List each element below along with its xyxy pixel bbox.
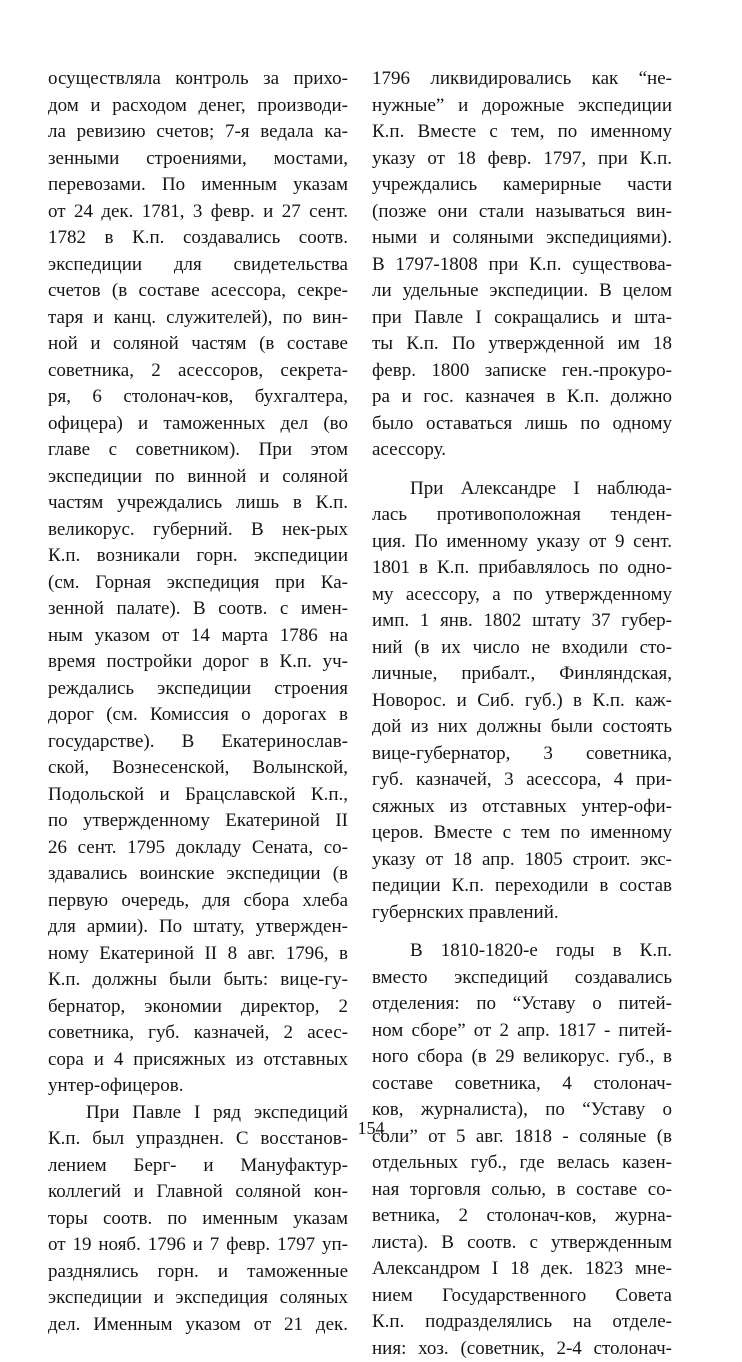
text-line: дой из них должны были состоять: [372, 714, 672, 741]
text-line: лением Берг- и Мануфактур-: [48, 1153, 348, 1180]
text-line: экспедиции и экспедиция соляных: [48, 1285, 348, 1312]
text-line: 1801 в К.п. прибавлялось по одно-: [372, 555, 672, 582]
text-line: государстве). В Екатеринослав-: [48, 729, 348, 756]
text-line: педиции К.п. переходили в состав: [372, 873, 672, 900]
text-line: великорус. губерний. В нек-рых: [48, 517, 348, 544]
text-line: таря и канц. служителей), по вин-: [48, 305, 348, 332]
text-line: вице-губернатор, 3 советника,: [372, 741, 672, 768]
text-line: перевозами. По именным указам: [48, 172, 348, 199]
text-line: здавались воинские экспедиции (в: [48, 861, 348, 888]
text-line: ря, 6 столонач-ков, бухгалтера,: [48, 384, 348, 411]
text-line: ном сборе” от 2 апр. 1817 - питей-: [372, 1018, 672, 1045]
text-line: от 24 дек. 1781, 3 февр. и 27 сент.: [48, 199, 348, 226]
text-line: отделения: по “Уставу о питей-: [372, 991, 672, 1018]
text-line: ния: хоз. (советник, 2-4 столонач-: [372, 1336, 672, 1362]
text-line: советника, 2 асессоров, секрета-: [48, 358, 348, 385]
text-line: коллегий и Главной соляной кон-: [48, 1179, 348, 1206]
text-line: му асессору, а по утвержденному: [372, 582, 672, 609]
text-line: реждались экспедиции строения: [48, 676, 348, 703]
text-line: ты К.п. По утвержденной им 18: [372, 331, 672, 358]
text-line: для армии). По штату, утвержден-: [48, 914, 348, 941]
text-line: Подольской и Брацславской К.п.,: [48, 782, 348, 809]
page-number: 154: [0, 1118, 742, 1139]
text-line: ков, журналиста), по “Уставу о: [372, 1097, 672, 1124]
text-line: главе с советником). При этом: [48, 437, 348, 464]
paragraph-gap: [372, 464, 672, 476]
text-line: В 1797-1808 при К.п. существова-: [372, 252, 672, 279]
text-line: асессору.: [372, 437, 672, 464]
text-line: экспедиции по винной и соляной: [48, 464, 348, 491]
text-line: дел. Именным указом от 21 дек.: [48, 1312, 348, 1339]
text-line: (см. Горная экспедиция при Ка-: [48, 570, 348, 597]
text-line: ний (в их число не входили сто-: [372, 635, 672, 662]
text-column-left: [48, 66, 348, 1338]
text-line: ветника, 2 столонач-ков, журна-: [372, 1203, 672, 1230]
text-line: (позже они стали называться вин-: [372, 199, 672, 226]
text-line: листа). В соотв. с утвержденным: [372, 1230, 672, 1257]
text-line: В 1810-1820-е годы в К.п.: [372, 938, 672, 965]
text-line: сора и 4 присяжных из отставных: [48, 1047, 348, 1074]
text-line: торы соотв. по именным указам: [48, 1206, 348, 1233]
text-line: губернских правлений.: [372, 900, 672, 927]
text-line: составе советника, 4 столонач-: [372, 1071, 672, 1098]
text-line: К.п. Вместе с тем, по именному: [372, 119, 672, 146]
text-line: 1796 ликвидировались как “не-: [372, 66, 672, 93]
text-line: 26 сент. 1795 докладу Сената, со-: [48, 835, 348, 862]
text-line: советника, губ. казначей, 2 асес-: [48, 1020, 348, 1047]
text-line: ного сбора (в 29 великорус. губ., в: [372, 1044, 672, 1071]
text-line: первую очередь, для сбора хлеба: [48, 888, 348, 915]
text-line: лась противоположная тенден-: [372, 502, 672, 529]
text-line: частям учреждались лишь в К.п.: [48, 490, 348, 517]
text-line: было оставаться лишь по одному: [372, 411, 672, 438]
text-line: Новорос. и Сиб. губ.) в К.п. каж-: [372, 688, 672, 715]
text-line: При Александре I наблюда-: [372, 476, 672, 503]
text-line: ция. По именному указу от 9 сент.: [372, 529, 672, 556]
text-line: бернатор, экономии директор, 2: [48, 994, 348, 1021]
text-line: 1782 в К.п. создавались соотв.: [48, 225, 348, 252]
paragraph-gap: [372, 926, 672, 938]
text-line: осуществляла контроль за прихо-: [48, 66, 348, 93]
text-line: К.п. был упразднен. С восстанов-: [48, 1126, 348, 1153]
text-line: ли удельные экспедиции. В целом: [372, 278, 672, 305]
text-line: К.п. подразделялись на отделе-: [372, 1309, 672, 1336]
text-line: ному Екатериной II 8 авг. 1796, в: [48, 941, 348, 968]
text-line: отдельных губ., где велась казен-: [372, 1150, 672, 1177]
text-line: разднялись горн. и таможенные: [48, 1259, 348, 1286]
text-line: ная торговля солью, в составе со-: [372, 1177, 672, 1204]
text-line: дорог (см. Комиссия о дорогах в: [48, 702, 348, 729]
text-line: учреждались камерирные части: [372, 172, 672, 199]
text-line: по утвержденному Екатериной II: [48, 808, 348, 835]
text-line: офицера) и таможенных дел (во: [48, 411, 348, 438]
text-line: указу от 18 апр. 1805 строит. экс-: [372, 847, 672, 874]
text-line: церов. Вместе с тем по именному: [372, 820, 672, 847]
text-line: ла ревизию счетов; 7-я ведала ка-: [48, 119, 348, 146]
text-line: указу от 18 февр. 1797, при К.п.: [372, 146, 672, 173]
text-line: зенной палате). В соотв. с имен-: [48, 596, 348, 623]
text-line: губ. казначей, 3 асессора, 4 при-: [372, 767, 672, 794]
text-line: ра и гос. казначея в К.п. должно: [372, 384, 672, 411]
text-line: соли” от 5 авг. 1818 - соляные (в: [372, 1124, 672, 1151]
text-line: вместо экспедиций создавались: [372, 965, 672, 992]
text-line: февр. 1800 записке ген.-прокуро-: [372, 358, 672, 385]
text-line: при Павле I сокращались и шта-: [372, 305, 672, 332]
text-line: личные, прибалт., Финляндская,: [372, 661, 672, 688]
text-line: имп. 1 янв. 1802 штату 37 губер-: [372, 608, 672, 635]
text-line: К.п. возникали горн. экспедиции: [48, 543, 348, 570]
text-line: дом и расходом денег, производи-: [48, 93, 348, 120]
text-line: нием Государственного Совета: [372, 1283, 672, 1310]
text-line: При Павле I ряд экспедиций: [48, 1100, 348, 1127]
text-line: ными и соляными экспедициями).: [372, 225, 672, 252]
text-column-right: [372, 66, 672, 1362]
text-line: К.п. должны были быть: вице-гу-: [48, 967, 348, 994]
text-line: сяжных из отставных унтер-офи-: [372, 794, 672, 821]
text-line: время постройки дорог в К.п. уч-: [48, 649, 348, 676]
text-line: экспедиции для свидетельства: [48, 252, 348, 279]
text-line: нужные” и дорожные экспедиции: [372, 93, 672, 120]
text-line: от 19 нояб. 1796 и 7 февр. 1797 уп-: [48, 1232, 348, 1259]
text-line: Александром I 18 дек. 1823 мне-: [372, 1256, 672, 1283]
text-line: унтер-офицеров.: [48, 1073, 348, 1100]
text-line: ской, Вознесенской, Волынской,: [48, 755, 348, 782]
text-line: ным указом от 14 марта 1786 на: [48, 623, 348, 650]
text-line: ной и соляной частям (в составе: [48, 331, 348, 358]
text-line: зенными строениями, мостами,: [48, 146, 348, 173]
text-line: счетов (в составе асессора, секре-: [48, 278, 348, 305]
